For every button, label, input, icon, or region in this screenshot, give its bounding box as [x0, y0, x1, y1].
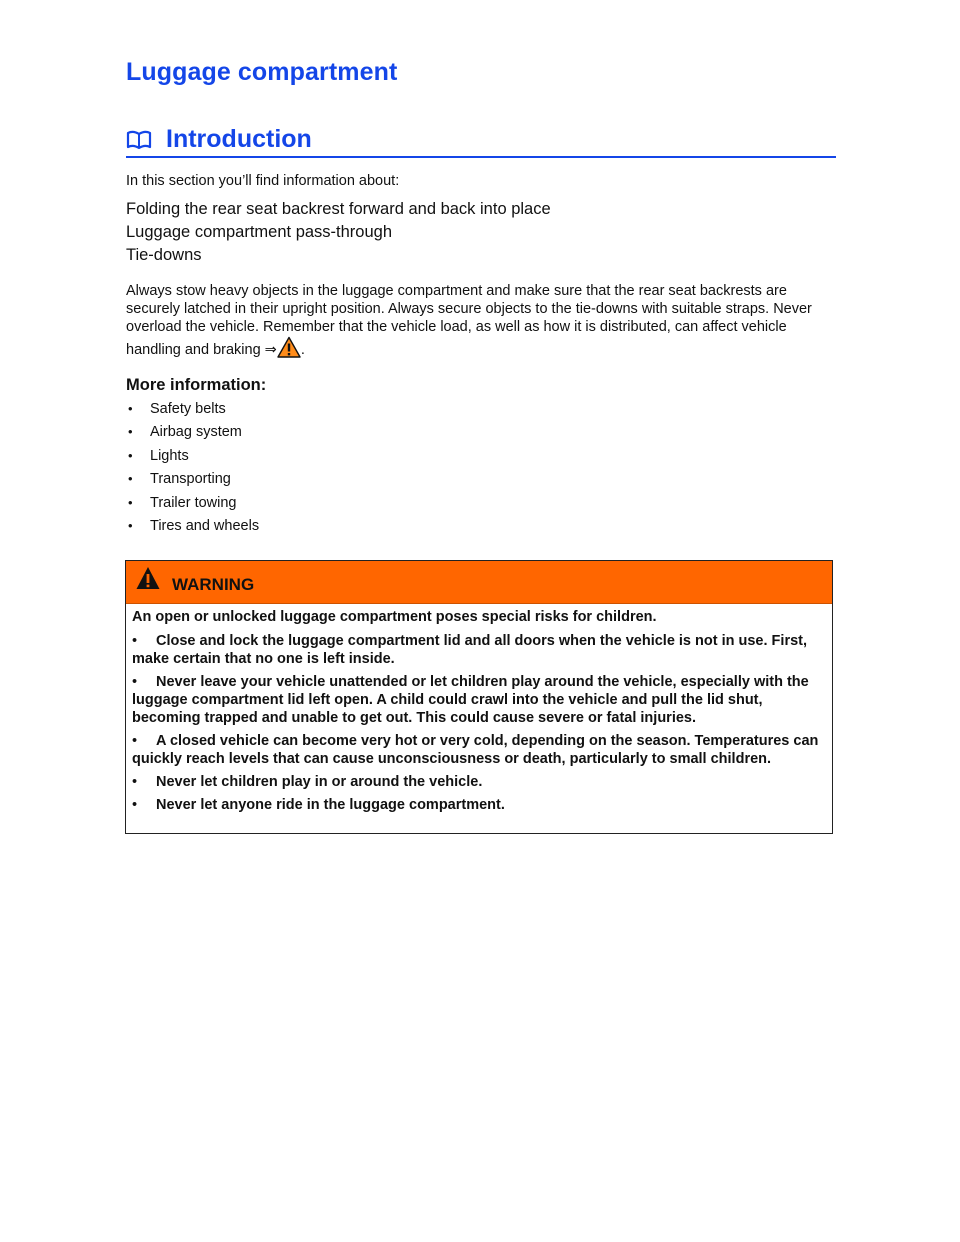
more-info-item-transporting[interactable]: • Transporting [126, 469, 259, 492]
more-info-item-airbag-system[interactable]: • Airbag system [126, 422, 259, 445]
warning-list [132, 632, 827, 814]
warning-triangle-icon[interactable] [277, 336, 301, 358]
more-info-item-lights[interactable]: • Lights [126, 446, 259, 469]
warning-item [132, 796, 827, 814]
warning-triangle-icon [136, 566, 160, 590]
more-info-item-trailer-towing[interactable]: • Trailer towing [126, 493, 259, 516]
topic-item: Tie-downs [126, 246, 202, 264]
section-heading [126, 124, 836, 158]
warning-box [125, 560, 833, 834]
bullet: • [132, 674, 138, 690]
section-title: Introduction [166, 125, 312, 153]
body-text-end: . [300, 342, 305, 358]
more-info-item-safety-belts[interactable]: • Safety belts [126, 399, 259, 422]
warning-item [132, 673, 827, 727]
topic-list [126, 198, 551, 267]
bullet: • [132, 774, 138, 790]
topic-item: Folding the rear seat backrest forward and back into place [126, 200, 551, 218]
bullet: • [132, 733, 138, 749]
warning-item [132, 632, 827, 668]
warning-item-text: Never leave your vehicle unattended or let children play around the vehicle, especially with the luggage compartment lid left open. A child could crawl into the vehicle and pull the lid shut, becoming trapped and unable to get out. This could cause severe or fatal injuries. [132, 674, 809, 726]
bullet: • [132, 797, 138, 813]
warning-item-text: Never let children play in or around the vehicle. [156, 774, 483, 790]
body-text: Always stow heavy objects in the luggage compartment and make sure that the rear seat backrests are securely latched in their upright position. Always secure objects to the tie-downs with suitable straps. Never overload the vehicle. Remember that the vehicle load, as well as how it is distributed, can affect vehicle handling and braking ⇒ [126, 283, 812, 358]
topic-item: Luggage compartment pass-through [126, 223, 392, 241]
warning-item-text: A closed vehicle can become very hot or very cold, depending on the season. Temperatures can quickly reach levels that can cause unconsciousness or death, particularly to small children. [132, 733, 819, 767]
warning-header [126, 561, 832, 604]
more-info-list [126, 399, 259, 539]
warning-label: WARNING [172, 575, 255, 594]
body-paragraph [126, 282, 826, 359]
page-title: Luggage compartment [126, 58, 398, 86]
warning-lead: An open or unlocked luggage compartment poses special risks for children. [132, 609, 657, 625]
warning-item [132, 773, 827, 791]
more-info-item-tires-and-wheels[interactable]: • Tires and wheels [126, 516, 259, 539]
warning-item-text: Never let anyone ride in the luggage compartment. [156, 797, 505, 813]
intro-text: In this section you’ll find information about: [126, 173, 400, 189]
warning-body [126, 604, 832, 814]
warning-item [132, 732, 827, 768]
more-info-heading: More information: [126, 376, 267, 394]
bullet: • [132, 633, 138, 649]
book-icon [126, 130, 152, 150]
warning-item-text: Close and lock the luggage compartment lid and all doors when the vehicle is not in use. First, make certain that no one is left inside. [132, 633, 808, 667]
